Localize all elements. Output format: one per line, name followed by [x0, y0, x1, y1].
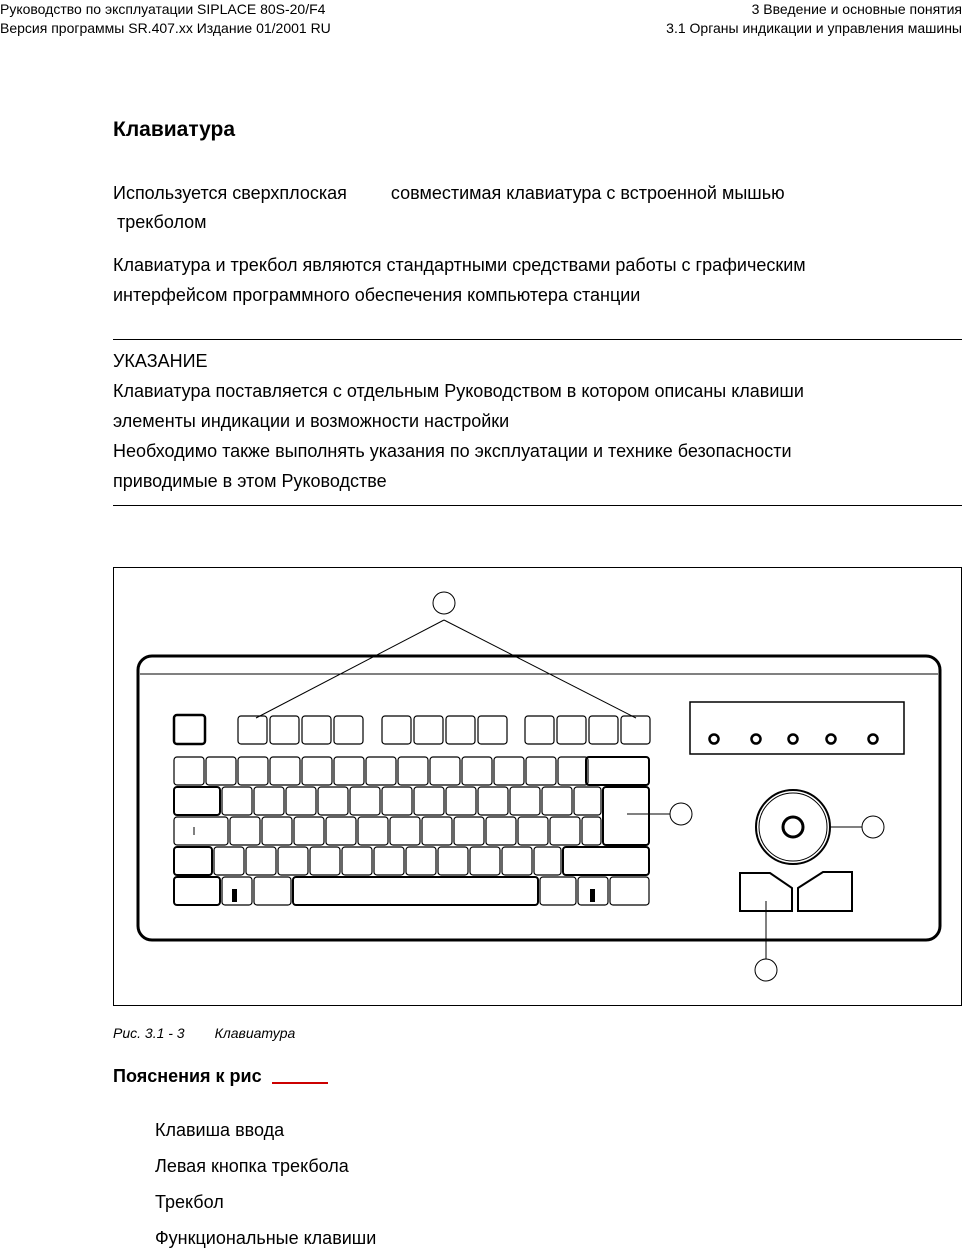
note-bottom-rule — [113, 505, 962, 506]
intro-paragraph-line2: трекболом — [117, 212, 207, 232]
keyboard-diagram-icon — [114, 568, 963, 1007]
figure-reference-link[interactable] — [272, 1082, 328, 1084]
page-title: Клавиатура — [113, 118, 236, 141]
legend-list — [155, 1112, 376, 1256]
legend-item-trackball: Трекбол — [155, 1192, 224, 1212]
chapter-title: 3 Введение и основные понятия — [751, 1, 962, 17]
note-line: элементы индикации и возможности настройки — [113, 411, 510, 431]
note-line: приводимые в этом Руководстве — [113, 471, 387, 491]
legend-heading-text: Пояснения к рис — [113, 1066, 262, 1086]
enter-key — [603, 787, 649, 845]
legend-item-left-button: Левая кнопка трекбола — [155, 1156, 349, 1176]
note-top-rule — [113, 339, 962, 340]
intro-part2: совместимая клавиатура с встроенной мышью — [390, 183, 785, 203]
note-line: Клавиатура поставляется с отдельным Руководством в котором описаны клавиши — [113, 381, 804, 401]
caption-title: Клавиатура — [214, 1025, 296, 1041]
section-title: 3.1 Органы индикации и управления машины — [666, 20, 962, 36]
legend-item-enter-key: Клавиша ввода — [155, 1120, 285, 1140]
note-block — [113, 346, 804, 496]
version-edition: Версия программы SR.407.xx Издание 01/2001 RU — [0, 20, 331, 36]
note-line: Необходимо также выполнять указания по эксплуатации и технике безопасности — [113, 441, 792, 461]
function-keys-group — [238, 716, 650, 744]
caption-number: Рис. 3.1 - 3 — [113, 1025, 185, 1041]
manual-title: Руководство по эксплуатации SIPLACE 80S-20/F4 — [0, 1, 326, 17]
intro-part1: Используется сверхплоская — [113, 183, 347, 203]
body-paragraph-line1: Клавиатура и трекбол являются стандартными средствами работы с графическим — [113, 255, 806, 275]
note-heading: УКАЗАНИЕ — [113, 351, 208, 371]
legend-heading — [113, 1066, 328, 1087]
intro-paragraph-line1 — [113, 178, 785, 208]
running-header-right — [666, 0, 962, 38]
legend-item-function-keys: Функциональные клавиши — [155, 1228, 377, 1248]
running-header-left — [0, 0, 331, 38]
figure-caption — [113, 1025, 295, 1041]
keyboard-figure — [113, 567, 962, 1006]
body-paragraph-line2: интерфейсом программного обеспечения компьютера станции — [113, 285, 641, 305]
